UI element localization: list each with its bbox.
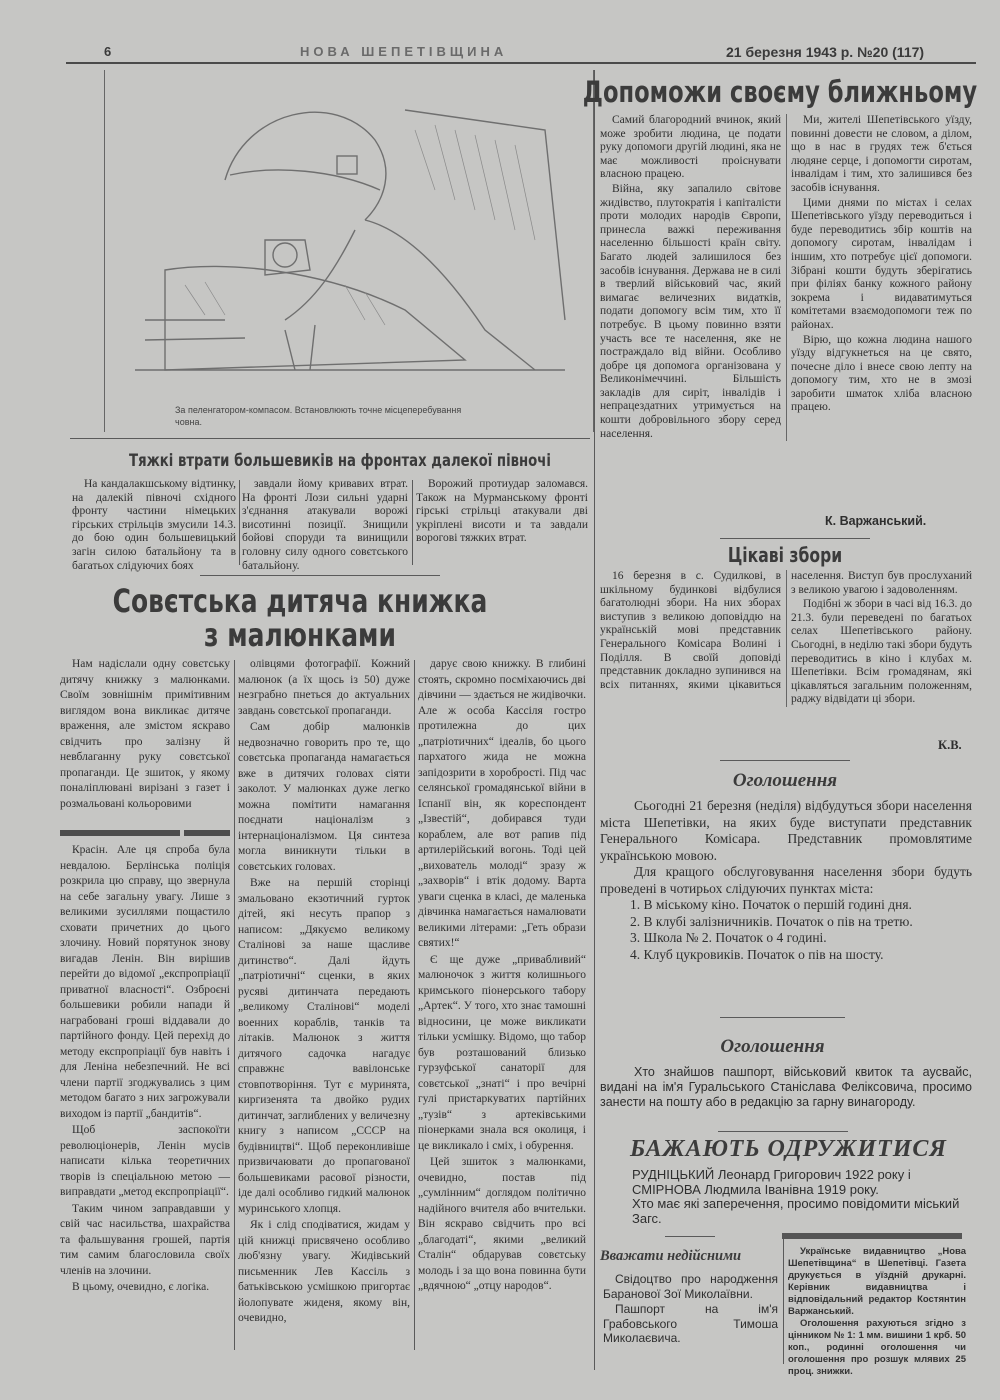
announcement2-body	[600, 1065, 972, 1110]
paragraph: Ворожий протиудар заломався. Також на Мурманському фронті гірські стрільці атакували дві укріплені висоти и та завдали ворогові тяжких втрат.	[416, 478, 588, 545]
paragraph: Війна, яку запалило світове жидівство, плутократія і капіталісти проти молодих народів Європи, принесла важкі переживання населенню більшості країн світу. Багато людей залишилося без засобів існування. Держава не в силі в тверлий військовий час, який вимагає величезних видатків, подати допомогу всім тим, хто її потребує. В цьому повинно взяти участь все те населення, яке не постраждало від війни. Особливо добре ця допомога організована у Великонімеччині. Більшість закладів для сиріт, інвалідів і непрацездатних утримується на кошти добровільного збору серед населення.	[600, 182, 781, 440]
losses-col-3	[416, 478, 588, 546]
paragraph: Цими днями по містах і селах Шепетівського уїзду переводиться і буде переводитись збір коштів на допомогу сиротам, інвалідам і іншим, хто потребує цієї допомоги. Зібрані кошти будуть зберігатись при філіях банку кожного району зокрема і видаватимуться комітетами взаємодопомоги теж по районах.	[791, 196, 972, 331]
paragraph: 16 березня в с. Судилкові, в шкільному будинкові відбулися багатолюдні збори. На них зборах виступив з великою доповіддю на українській мові представник Генерального Комісара Волині і Поділля. В своїй доповіді представник докладно зупинився на всіх питаннях, якими цікавиться населення. Виступ був прослуханий з великою увагою і задоволенням.	[600, 570, 972, 691]
paragraph: Українське видавництво „Нова Шепетівщина“ в Шепетівці. Газета друкується в уїздній друкарні. Керівник видавництва і відповідальний редактор Костянтин Варжанський.	[788, 1246, 966, 1317]
paragraph: Подібні ж збори в часі від 16.3. до 21.3. були переведені по багатьох селах Шепетівського району. Сьогодні, в неділю такі збори будуть переводитись в кіно і клубах м. Шепетівки. Всім громадянам, які цікавляться загальним положенням, раджу відвідати ці збори.	[791, 598, 972, 706]
paragraph: Ми, жителі Шепетівського уїзду, повинні довести не словом, а ділом, що в нас в грудях теж б'ється людяне серце, і допомогти сиротам, інвалідам і тим, хто залишився без засобів існування.	[791, 114, 972, 194]
rule	[718, 1131, 848, 1132]
paragraph: 4. Клуб цукровиків. Початок о пів на шосту.	[630, 946, 884, 962]
marriage-line: РУДНІЦЬКИЙ Леонард Григорович 1922 року і	[632, 1167, 911, 1182]
separator-bar	[184, 830, 230, 836]
book-col-2	[238, 657, 410, 1327]
page-divider	[594, 70, 595, 1370]
paragraph: Сам добір малюнків недвозначно говорить про те, що совєтська пропаганда намагається вже в дитячих головах сіяти заколот. У малюнках дуже легко можна помітити намагання поєднати націоналізм з інтернаціоналізмом. Ця синтеза могла виникнути тільки в совєтських головах.	[238, 721, 410, 873]
col-divider	[414, 660, 415, 1350]
marriage-title: БАЖАЮТЬ ОДРУЖИТИСЯ	[630, 1136, 947, 1162]
paragraph: дарує свою книжку. В глибині стоять, скромно посміхаючись дві дівчини — здається не жидівочки. Але ж особа Кассіля гостро протилежна до цих „патріотичних“ ідеалів, бо цього пархатого жида не можна запідозрити в хоробрості. Під час селянської громадянської війни в Іспанії він, як кореспондент „Ізвестій“, добирався туди кораблем, але вот рапив під артилерійський вогонь. Тоді цей „вихователь молоді“ зразу ж „захворів“ і втік додому. Варта уваги сценка в класі, де маленька дівчинка намагається намалювати великими літерами: „Геть образи святих!“	[418, 658, 586, 949]
paragraph: Красін. Але ця спроба була невдалою. Берлінська поліція розкрила цю справу, що звернула на себе загальну увагу. Лише з великими зусиллями пощастило сховати причетних до цього злочину. Новий порятунок знову вигадав Ленін. Він вирішив перейти до відомої „експропріації приватної власності“. Озброєні большевики робили напади й награбовані гроші віддавали до партійного фонду. Цей перехід до методу експропріації був навіть і для Леніна небезпечний. Не всі члени партії згоджувались з цим методом багато з них загрожували виходом із партії „бандитів“.	[60, 844, 230, 1120]
invalid-docs-body	[603, 1272, 778, 1346]
sailor-with-compass-drawing	[105, 70, 593, 400]
paragraph: 3. Школа № 2. Початок о 4 годині.	[630, 930, 827, 945]
page-number: 6	[104, 44, 112, 59]
paragraph: Оголошення рахуються згідно з цінником № 1: 1 мм. вишини 1 крб. 50 коп., родинні оголошення чи оголошення про розшук млявих 25 проц. знижки.	[788, 1318, 966, 1377]
losses-col-1	[72, 478, 236, 573]
paragraph: В цьому, очевидно, є логіка.	[72, 1281, 210, 1293]
marriage-line: Хто має які заперечення, просимо повідомити міський Загс.	[632, 1196, 960, 1226]
paragraph: Таким чином заправдавши у свій час насильства, шахрайства та фальшування грошей, партія тим самим благословила своїх членів на злочини.	[60, 1202, 230, 1277]
paragraph: Пашпорт на ім'я Грабовського Тимоша Миколаєвича.	[603, 1302, 778, 1345]
book-title-line2: з малюнками	[204, 616, 396, 654]
announcement1-body	[600, 798, 972, 963]
book-col-1-top	[60, 657, 230, 812]
book-title-line1: Совєтська дитяча книжка	[112, 582, 488, 620]
paragraph: олівцями фотографії. Кожний малюнок (а їх щось із 50) дуже незграбно пнеться до актуальних завдань совєтської пропаганди.	[238, 658, 410, 717]
invalid-docs-title: Вважати недійсними	[600, 1248, 742, 1264]
illustration	[104, 70, 594, 432]
help-signature: К. Варжанський.	[825, 514, 927, 528]
meetings-signature: К.В.	[938, 738, 962, 752]
announcement1-paragraphs	[600, 798, 972, 897]
imprint-bar	[782, 1233, 962, 1239]
paragraph: Вже на першій сторінці змальовано екзотичний гурток дітей, які несуть прапор з написом: „Дякуємо великому Сталінові за наше щасливе дитинство“. Далі йдуть „патріотичні“ сценки, в яких русяві дитинчата передають „великому Сталінові“ моделі военних кораблів, танків та літаків. Малюнок з життя дитячого садочка нагадує справжнє вавілонське стовпотворіння. Тут є муринята, киргизенята та двойко рудих дитинчат, заглиблених у величезну книгу з написом „СССР на будівництві“. Щоб переконливіше призвичаювати до пропагованої большевиками расової різности, іде далі особливо гидкий малюнок муринського хлопця.	[238, 877, 410, 1215]
paragraph: Як і слід сподіватися, жидам у цій книжці присвячено особливо люб'язну увагу. Жидівський письменник Лев Кассіль з батьківською усмішкою пригортає йолопувате жиденя, якому він, очевидно,	[238, 1219, 410, 1324]
paragraph: Самий благородний вчинок, який може зробити людина, це подати руку допомоги другій людині, яка не має можливості проіснувати власною працею.	[600, 114, 781, 181]
rule	[70, 438, 590, 439]
col-divider	[234, 660, 235, 1350]
paragraph: Сьогодні 21 березня (неділя) відбудуться збори населення міста Шепетівки, на яких буде виступати представник Генерального Комісара. Представник промовлятиме українською мовою.	[600, 798, 972, 863]
rule	[720, 760, 850, 761]
issue-date: 21 березня 1943 р. №20 (117)	[726, 44, 925, 60]
col-divider	[412, 480, 413, 565]
col-divider	[239, 480, 240, 565]
paragraph: Свідоцтво про народження Баранової Зої Миколаївни.	[603, 1272, 778, 1301]
illustration-caption: За пеленгатором-компасом. Встановлюють точне місцеперебування човна.	[175, 405, 462, 427]
rule	[720, 1017, 845, 1018]
paragraph: Для кращого обслуговування населення збори будуть проведені в чотирьох слідуючих пунктах міста:	[600, 864, 972, 896]
paragraph: Щоб заспокоїти революціонерів, Ленін мусів написати кілька теоретичних творів із спеціальною метою — виправдати „метод експропріації“.	[60, 1124, 230, 1198]
book-col-1-bottom	[60, 843, 230, 1296]
announcement2-title: Оголошення	[720, 1036, 825, 1057]
announcement1-title: Оголошення	[732, 770, 838, 791]
imprint-body	[788, 1246, 966, 1378]
masthead-rule	[66, 62, 976, 64]
paragraph: Вірю, що кожна людина нашого уїзду відгукнеться на це свято, почесне діло і внесе свою лепту на допомогу тим, хто не в змозі заробити шматок хліба власною працею.	[791, 333, 972, 414]
marriage-text	[632, 1168, 977, 1226]
meetings-columns	[600, 570, 972, 707]
paper-name: НОВА ШЕПЕТІВЩИНА	[300, 44, 508, 59]
separator-bar	[60, 830, 180, 836]
marriage-line: СМІРНОВА Людмила Іванівна 1919 року.	[632, 1181, 879, 1197]
help-columns	[600, 114, 972, 441]
rule	[200, 575, 440, 576]
book-col-3	[418, 657, 586, 1295]
announcement2-text: Хто знайшов пашпорт, військовий квиток та аусвайс, видані на ім'я Гуральського Станіслава Феліксовича, просимо занести на пошту або в редакцію за гарну винагороду.	[600, 1065, 972, 1109]
paragraph: завдали йому кривавих втрат. На фронті Лози сильні ударні з'єднання атакували ворожі висотинні позиції. Знищили бойові споруди та винищили головну силу одного совєтського батальйону.	[242, 478, 408, 572]
col-divider	[783, 1238, 784, 1364]
meetings-title: Цікаві збори	[727, 543, 843, 567]
help-title: Допоможи своєму ближньому	[582, 75, 978, 109]
paragraph: Нам надіслали одну совєтську дитячу книжку з малюнками. Своїм зовнішнім примітивним виглядом вона викликає дитяче враження, але змістом яскраво свідчить про залізну й невблаганну руку совєтської пропаганди. Це зшиток, у якому поналіплювані вирізані з газет і розмальовані кольоровими	[60, 658, 230, 810]
rule	[665, 1236, 715, 1237]
announcement1-list	[600, 897, 972, 963]
losses-col-2	[242, 478, 408, 573]
paragraph: 1. В міському кіно. Початок о першій годині дня.	[630, 897, 912, 912]
rule	[720, 538, 870, 539]
losses-title: Тяжкі втрати большевиків на фронтах далекої півночі	[129, 451, 551, 471]
paragraph: Є ще дуже „привабливий“ малюночок з життя колишнього кримського піонерського табору „Артек“. У того, хто знає тамошні відносини, це може викликати тільки усмішку. Відомо, що табор був розташований близько гурзуфської санаторії для совєтської „знаті“ і про вечірні гулі пристаркуватих партійних „тузів“ з артеківськими піонерками знала вся околиця, і це викликало і сміх, і обурення.	[418, 953, 586, 1152]
paragraph: 2. В клубі залізничників. Початок о пів на третю.	[630, 913, 913, 929]
paragraph: Цей зшиток з малюнками, очевидно, постав під „сумлінним“ доглядом політично надійного вчителя або вчительки. Він яскраво свідчить про всі „благодаті“, якими „великий Сталін“ обдарував совєтську молодь і за що вона повинна бути „вдячною“ „отцу народов“.	[418, 1156, 586, 1292]
paragraph: На кандалакшському відтинку, на далекій півночі східного фронту частини німецьких гірських стрільців змусили 14.3. до бою один большевицький загін силою батальйону та в багатьох слідуючих боях	[72, 478, 236, 572]
